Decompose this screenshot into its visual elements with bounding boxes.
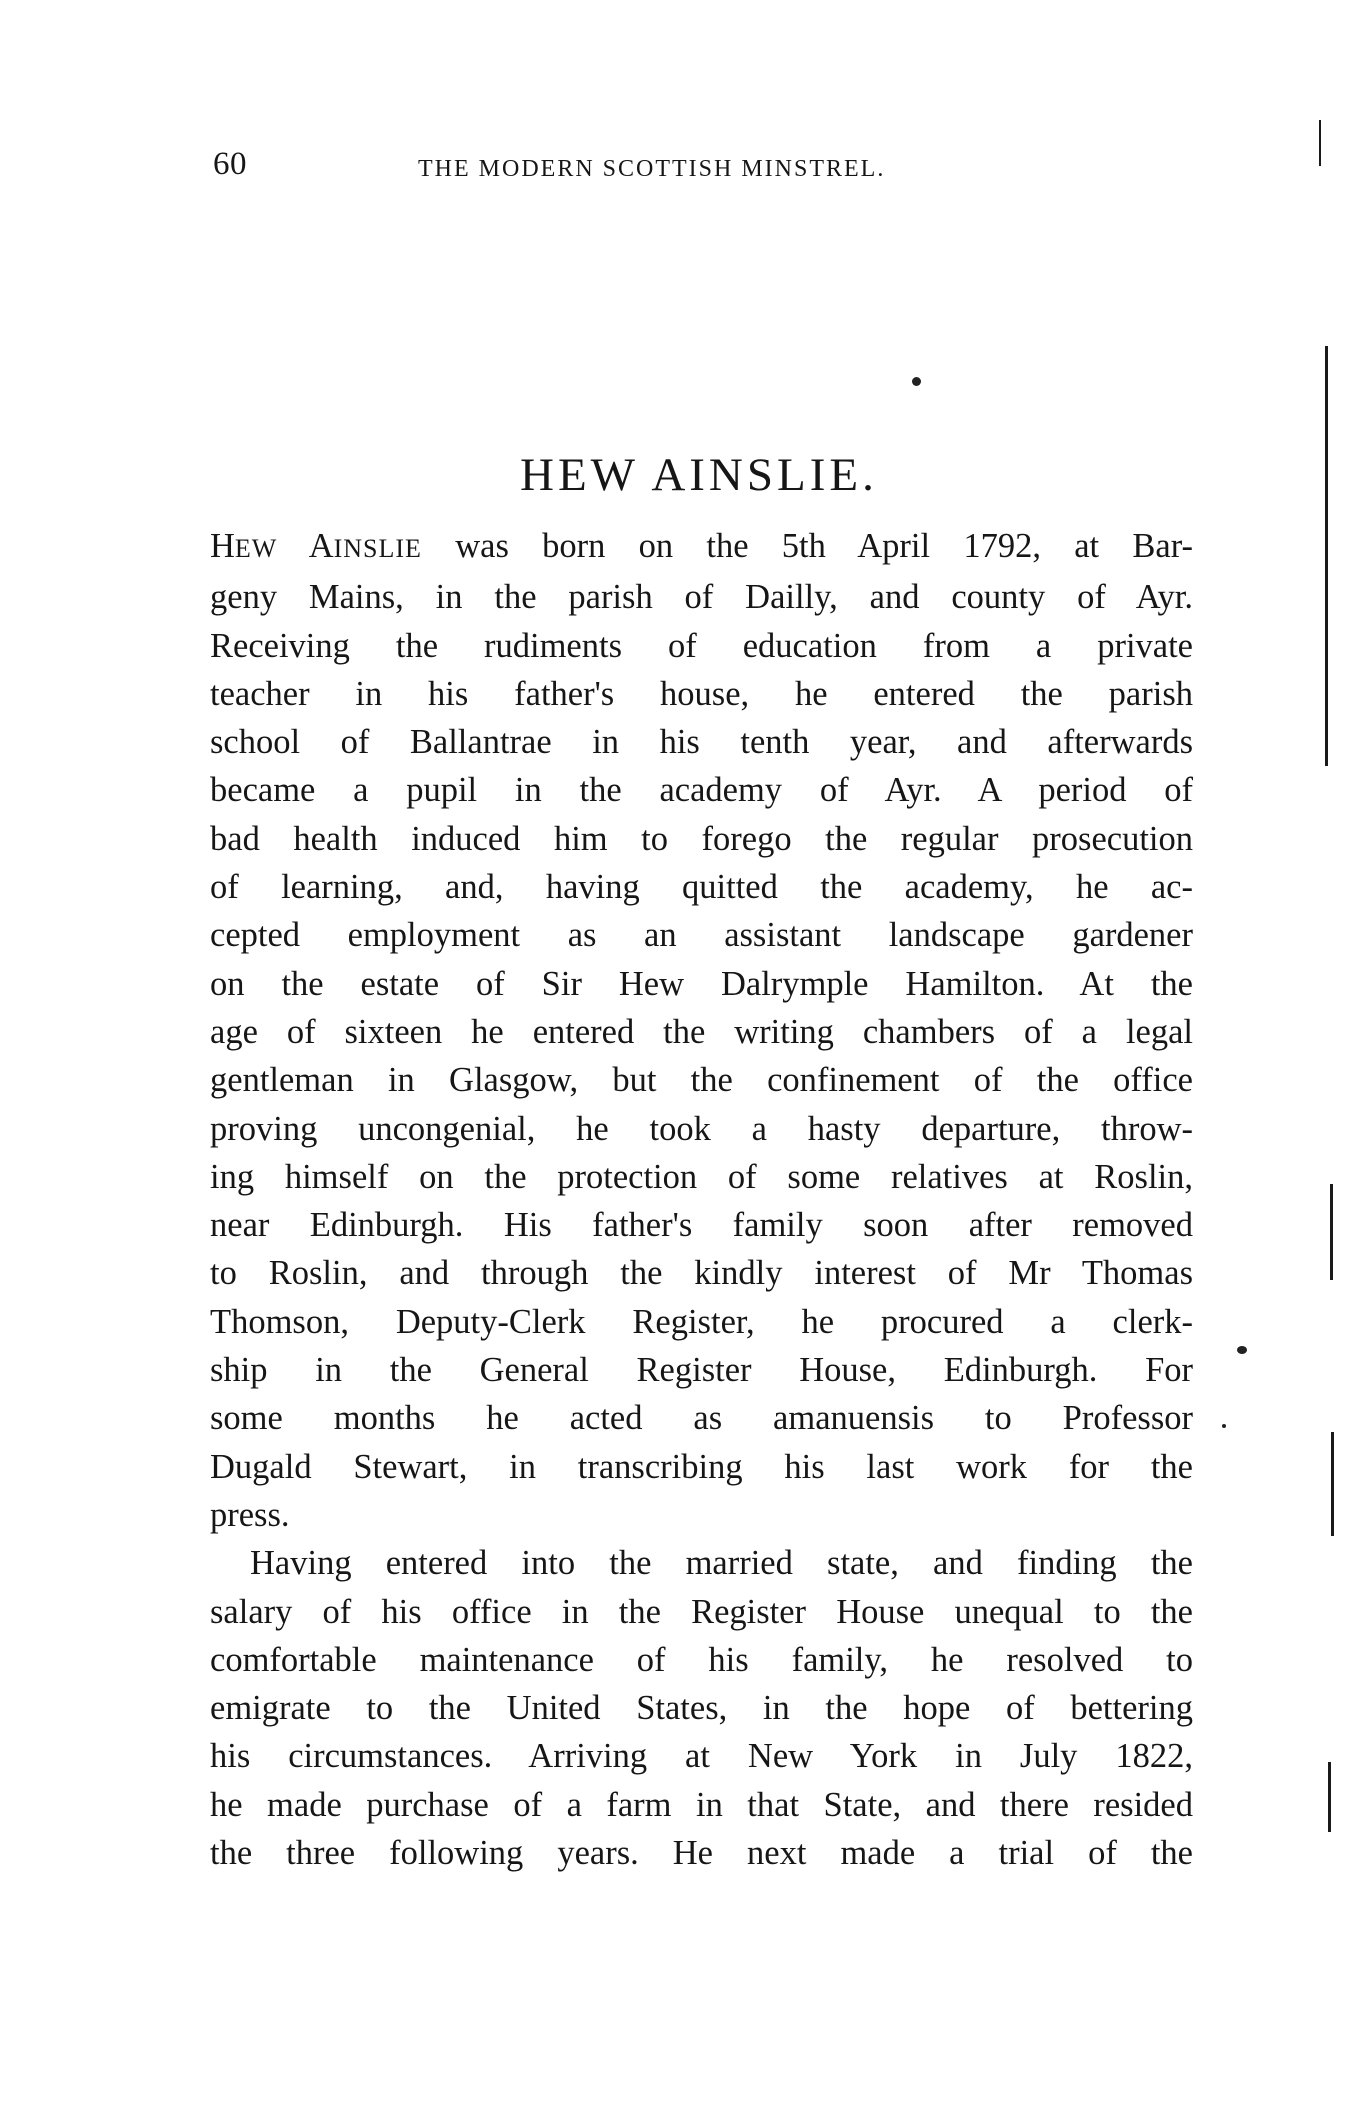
- text-line: was born on the 5th April 1792, at Bar-: [421, 527, 1193, 565]
- text-line: ship in the General Register House, Edinburgh. For: [210, 1351, 1193, 1390]
- page-number: 60: [213, 146, 247, 182]
- small-caps-initial: A: [308, 527, 334, 565]
- margin-mark: [1319, 120, 1321, 166]
- text-line: ing himself on the protection of some relatives at Roslin,: [210, 1157, 1193, 1196]
- ink-speck: [912, 377, 921, 386]
- text-line: salary of his office in the Register House unequal to the: [210, 1592, 1193, 1631]
- text-line: Thomson, Deputy-Clerk Register, he procured a clerk-: [210, 1302, 1193, 1341]
- small-caps-initial: H: [210, 527, 235, 565]
- text-line: age of sixteen he entered the writing chambers of a legal: [210, 1012, 1193, 1051]
- text-line: Receiving the rudiments of education from a private: [210, 626, 1193, 665]
- text-line: bad health induced him to forego the regular prosecution: [210, 819, 1193, 858]
- text-line: teacher in his father's house, he entered the parish: [210, 674, 1193, 713]
- text-line: Having entered into the married state, and finding the: [250, 1544, 1193, 1583]
- text-line: the three following years. He next made a trial of the: [210, 1834, 1193, 1873]
- body-text: [210, 522, 1193, 1877]
- text-line: proving uncongenial, he took a hasty departure, throw-: [210, 1109, 1193, 1148]
- ink-speck: [1237, 1346, 1247, 1354]
- text-line: he made purchase of a farm in that State, and there resided: [210, 1785, 1193, 1824]
- text-line: comfortable maintenance of his family, he resolved to: [210, 1640, 1193, 1679]
- small-caps-rest: EW: [234, 534, 278, 563]
- small-caps-rest: INSLIE: [333, 534, 422, 563]
- text-line: to Roslin, and through the kindly interest of Mr Thomas: [210, 1254, 1193, 1293]
- text-line: Dugald Stewart, in transcribing his last work for the: [210, 1447, 1193, 1486]
- text-line: press.: [210, 1495, 290, 1534]
- margin-mark: [1325, 346, 1328, 766]
- chapter-title: HEW AINSLIE.: [520, 449, 878, 501]
- text-line: geny Mains, in the parish of Dailly, and county of Ayr.: [210, 578, 1193, 617]
- text-line: became a pupil in the academy of Ayr. A period of: [210, 771, 1193, 810]
- text-line: school of Ballantrae in his tenth year, and afterwards: [210, 723, 1193, 762]
- paragraph-1-line-1: [210, 522, 1193, 573]
- text-line: emigrate to the United States, in the hope of bettering: [210, 1689, 1193, 1728]
- ink-speck: [1222, 1424, 1226, 1428]
- text-line: his circumstances. Arriving at New York in July 1822,: [210, 1737, 1193, 1776]
- text-line: gentleman in Glasgow, but the confinement of the office: [210, 1061, 1193, 1100]
- text-line: of learning, and, having quitted the academy, he ac-: [210, 868, 1193, 907]
- text-line: some months he acted as amanuensis to Professor: [210, 1399, 1193, 1438]
- text-line: on the estate of Sir Hew Dalrymple Hamilton. At the: [210, 964, 1193, 1003]
- margin-mark: [1328, 1762, 1331, 1832]
- text-line: cepted employment as an assistant landscape gardener: [210, 916, 1193, 955]
- margin-mark: [1330, 1184, 1333, 1280]
- running-head: THE MODERN SCOTTISH MINSTREL.: [418, 156, 886, 182]
- text-line: near Edinburgh. His father's family soon after removed: [210, 1206, 1193, 1245]
- margin-mark: [1331, 1432, 1334, 1536]
